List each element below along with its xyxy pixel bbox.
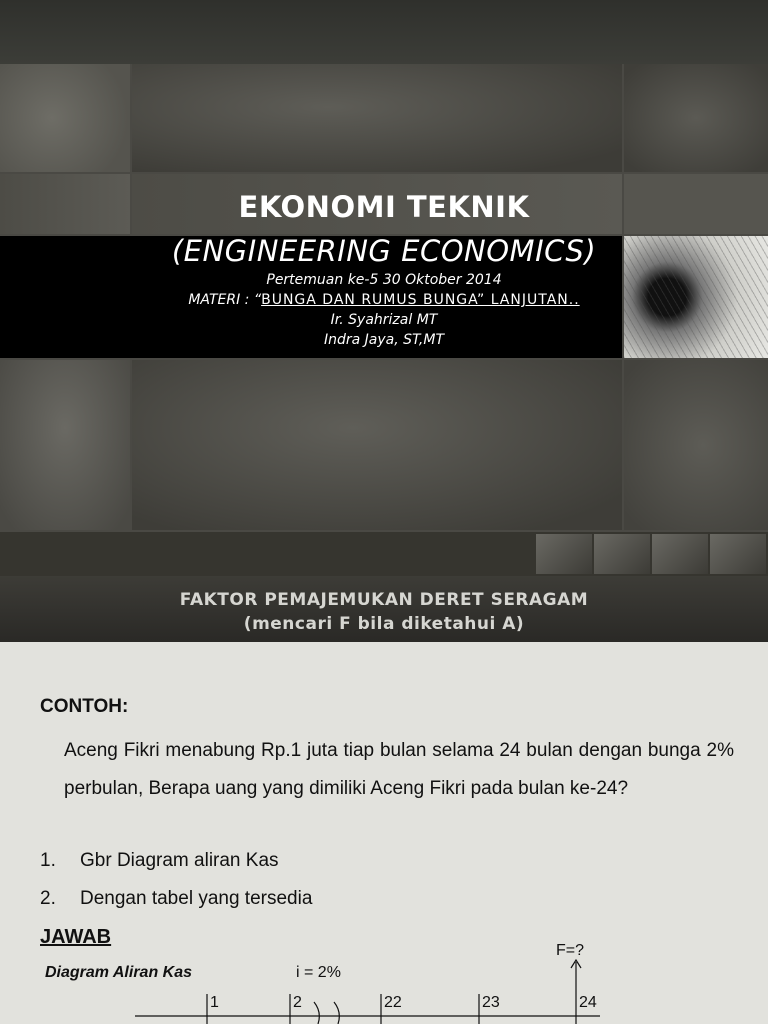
author-2: Indra Jaya, ST,MT [323,332,444,348]
header-line-1: FAKTOR PEMAJEMUKAN DERET SERAGAM [179,590,589,610]
author-1: Ir. Syahrizal MT [330,312,438,328]
jawab-label: JAWAB [40,926,112,948]
list-item: Dengan tabel yang tersedia [80,888,313,909]
tick-label: 22 [384,994,402,1011]
tick-label: 23 [482,994,500,1011]
interest-rate-label: i = 2% [296,964,341,981]
header-line-2: (mencari F bila diketahui A) [243,614,525,634]
bg-tile [624,360,768,530]
tick-label: 1 [210,994,219,1011]
list-item-number: 2. [40,888,56,909]
slide-title: EKONOMI TEKNIK [238,190,530,224]
tick-label: 24 [579,994,597,1011]
mini-tile [594,534,650,574]
mini-tile [536,534,592,574]
slide-subtitle: (ENGINEERING ECONOMICS) [171,234,597,268]
bg-tile [624,64,768,172]
list-item-number: 1. [40,850,56,871]
axis-break [334,1002,339,1024]
axis-break [314,1002,319,1024]
content-slide [0,576,768,1024]
bg-tile [0,360,130,530]
mini-tile [652,534,708,574]
materi-topic: BUNGA DAN RUMUS BUNGA” LANJUTAN.. [261,292,580,308]
mini-tile [710,534,766,574]
top-strip [0,0,768,64]
tick-label: 2 [293,994,302,1011]
materi-info [0,292,768,308]
list-item: Gbr Diagram aliran Kas [80,850,279,871]
bg-tile [132,64,622,172]
materi-prefix: MATERI : “ [188,292,262,308]
problem-text: Aceng Fikri menabung Rp.1 juta tiap bulan selama 24 bulan dengan bunga 2% perbulan, Berapa uang yang dimiliki Aceng Fikri pada bulan ke-24? [64,740,734,799]
future-value-label: F=? [556,942,585,959]
bg-tile [0,64,130,172]
meeting-info: Pertemuan ke-5 30 Oktober 2014 [266,272,502,288]
bg-tile [132,360,622,530]
contoh-label: CONTOH: [40,696,129,717]
diagram-label: Diagram Aliran Kas [45,964,193,981]
slide-header [0,576,768,642]
